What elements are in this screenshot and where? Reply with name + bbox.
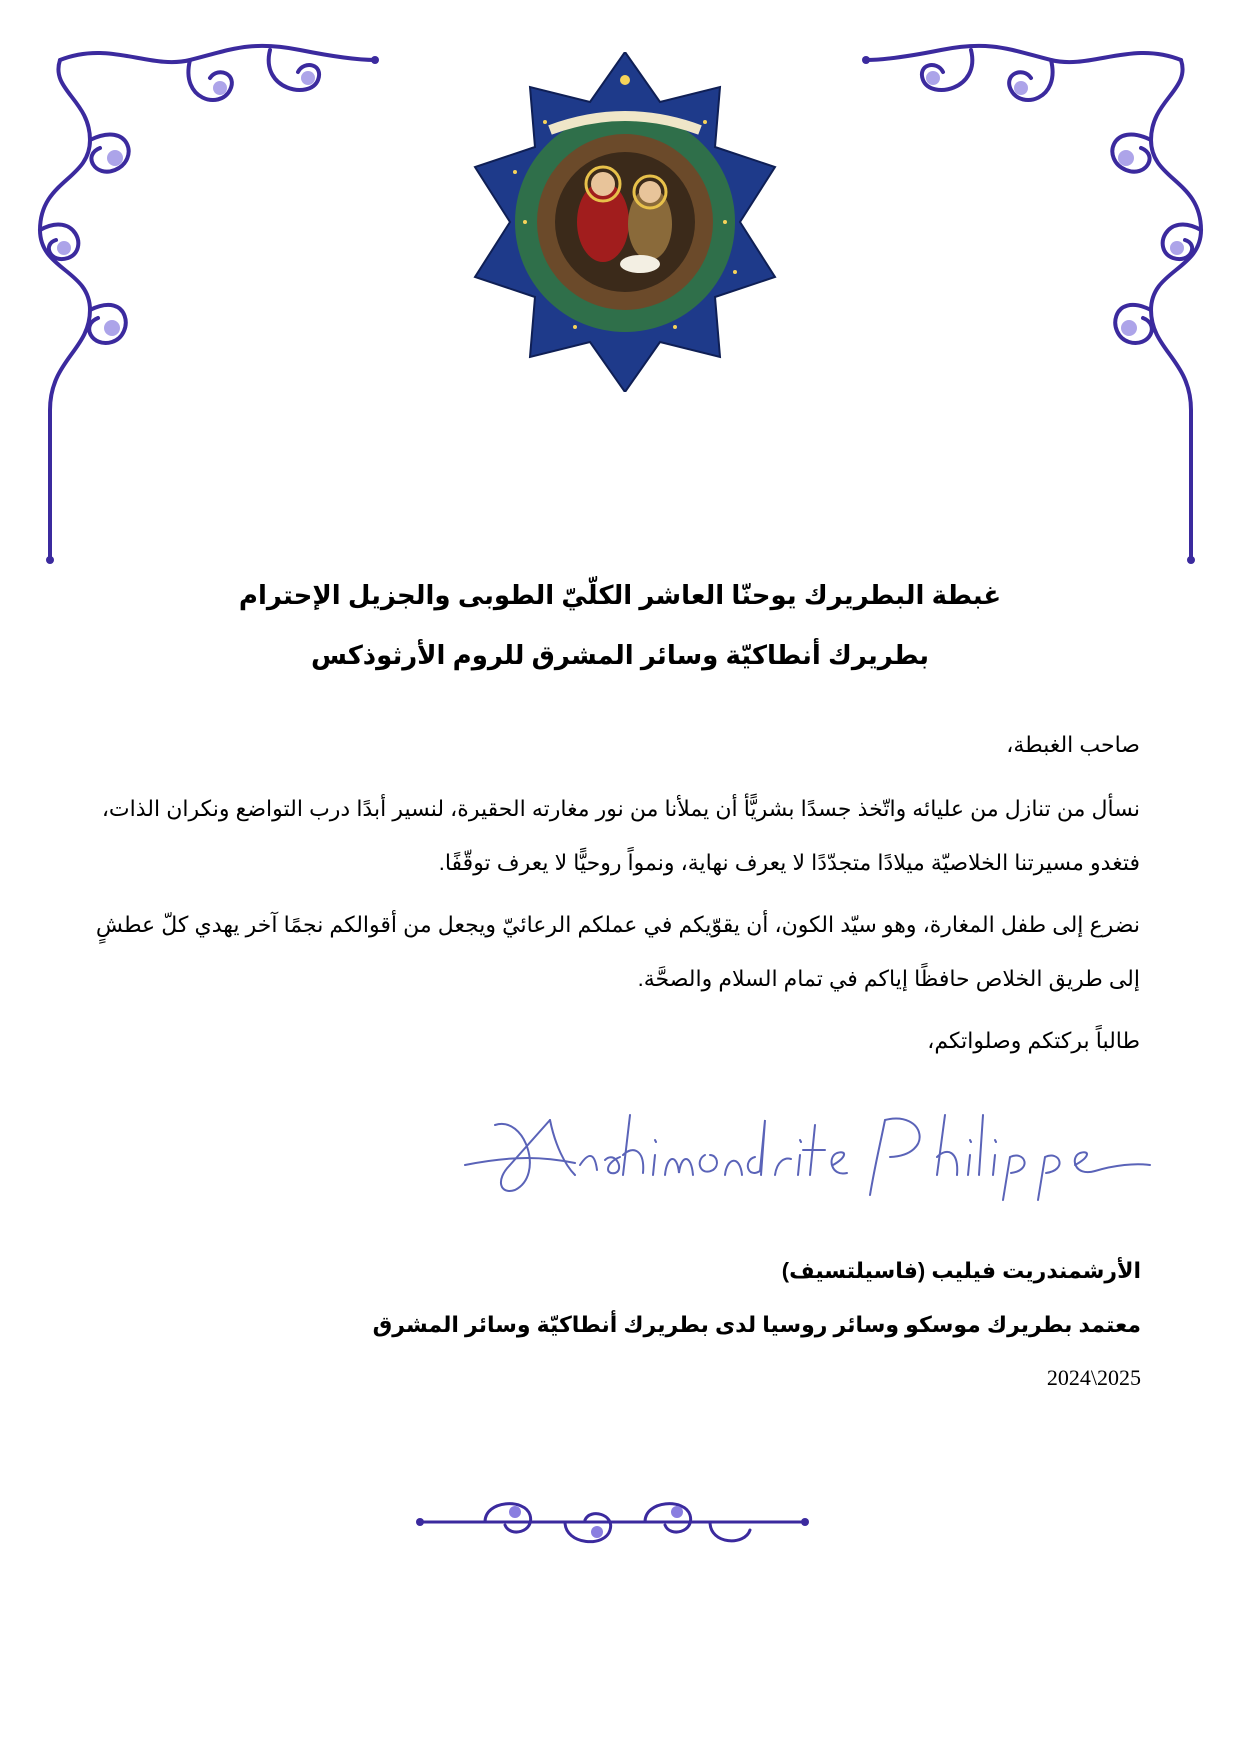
- signatory-title: معتمد بطريرك موسكو وسائر روسيا لدى بطريرك أنطاكيّة وسائر المشرق: [372, 1312, 1141, 1337]
- signatory-name: الأرشمندريت فيليب (فاسيلتسيف): [781, 1258, 1141, 1283]
- footer-flourish: [415, 1490, 810, 1555]
- letter-date: 2024\2025: [1046, 1365, 1141, 1390]
- addressee-line-2: بطريرك أنطاكيّة وسائر المشرق للروم الأرثوذكس: [310, 640, 930, 670]
- salutation: صاحب الغبطة،: [1006, 732, 1140, 757]
- nativity-icon-star: [455, 52, 795, 392]
- paragraph-2: نضرع إلى طفل المغارة، وهو سيّد الكون، أن يقوّيكم في عملكم الرعائيّ ويجعل من أقوالكم نجمًا آخر يهدي كلّ عطشٍ إلى طريق الخلاص حافظًا إياكم في تمام السلام والصحَّة.: [95, 912, 1140, 991]
- handwritten-signature: [455, 1095, 1155, 1205]
- addressee-line-1: غبطة البطريرك يوحنّا العاشر الكلّيّ الطوبى والجزيل الإحترام: [238, 580, 1002, 610]
- closing: طالباً بركتكم وصلواتكم،: [927, 1028, 1140, 1053]
- paragraph-1: نسأل من تنازل من عليائه واتّخذ جسدًا بشريًّأ أن يملأنا من نور مغارته الحقيرة، لنسير أبدًا درب التواضع ونكران الذات، فتغدو مسيرتنا الخلاصيّة ميلادًا متجدّدًا لا يعرف نهاية، ونمواً روحيًّا لا يعرف توقّفًا.: [101, 796, 1140, 875]
- corner-ornament-right: [861, 30, 1221, 570]
- corner-ornament-left: [20, 30, 380, 570]
